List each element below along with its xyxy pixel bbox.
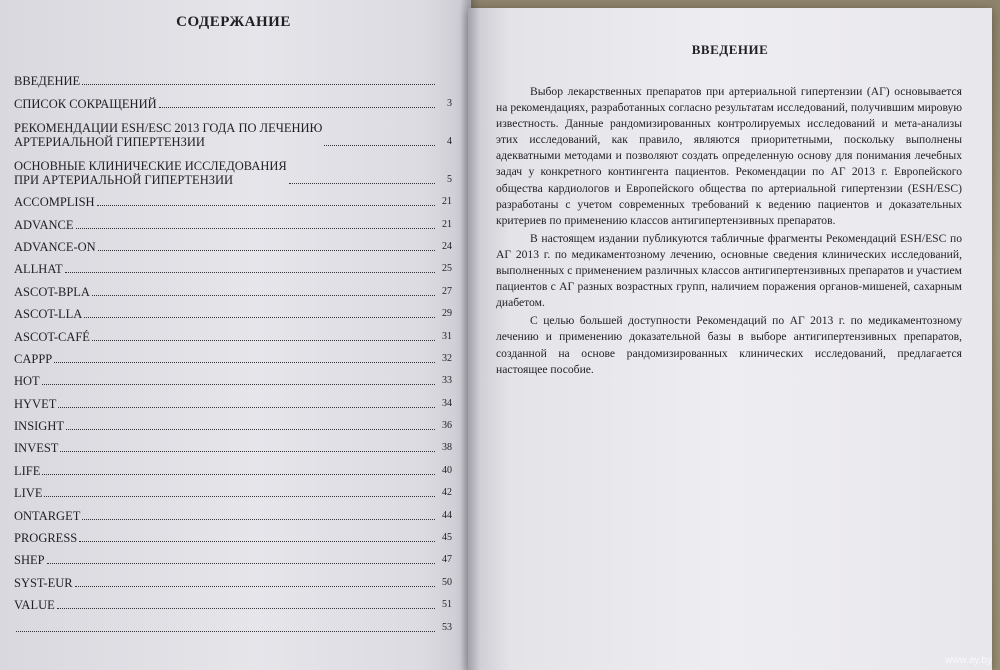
dot-leader — [82, 519, 435, 520]
dot-leader — [54, 362, 435, 363]
contents-entry-title: СПИСОК СОКРАЩЕНИЙ — [14, 96, 157, 111]
contents-entry-page: 27 — [442, 285, 452, 297]
contents-entry-page: 53 — [442, 621, 452, 633]
contents-entry — [14, 344, 452, 366]
contents-entry-title: ACCOMPLISH — [14, 195, 95, 210]
contents-entry — [14, 149, 452, 187]
contents-entry — [14, 567, 452, 589]
contents-entry — [14, 411, 452, 433]
contents-entry-title: ONTARGET — [14, 508, 81, 523]
dot-leader — [324, 145, 435, 146]
contents-entry-title: HOT — [14, 374, 40, 389]
contents-entry-page: 50 — [442, 576, 452, 588]
contents-entry-title: LIFE — [14, 463, 41, 478]
dot-leader — [60, 451, 435, 452]
contents-entry-title: ADVANCE-ON — [14, 239, 96, 254]
dot-leader — [159, 107, 435, 108]
contents-entry-page: 47 — [442, 554, 452, 566]
contents-entry-title: CAPPP — [14, 351, 53, 366]
contents-entry-title: ALLHAT — [14, 262, 63, 277]
contents-list — [14, 66, 452, 635]
introduction-page — [468, 8, 992, 670]
dot-leader — [98, 250, 435, 251]
introduction-paragraph-3: С целью большей доступности Рекомендаций по АГ 2013 г. по медикаментозному лечению и применению доказательной базы в выборе антигипертензивных препаратов, созданной на основе рандомизированных клинических исследований, предлагается настоящее пособие. — [496, 314, 962, 376]
contents-entry-page: 44 — [442, 509, 452, 521]
introduction-title: ВВЕДЕНИЕ — [691, 42, 769, 57]
contents-entry — [14, 299, 452, 321]
contents-entry-page: 40 — [442, 464, 452, 476]
contents-entry-page: 21 — [442, 218, 452, 230]
dot-leader — [47, 563, 435, 564]
contents-entry — [14, 111, 452, 149]
contents-entry-page: 25 — [442, 263, 452, 275]
contents-entry-page: 21 — [442, 196, 452, 208]
contents-entry — [14, 187, 452, 209]
contents-entry — [14, 545, 452, 567]
contents-entry-page: 24 — [442, 240, 452, 252]
contents-entry-title: HYVET — [14, 396, 57, 411]
dot-leader — [65, 272, 435, 273]
contents-entry-page: 45 — [442, 532, 452, 544]
contents-entry — [14, 88, 452, 110]
contents-page — [0, 0, 471, 670]
contents-entry-title: PROGRESS — [14, 531, 78, 546]
contents-entry-title: VALUE — [14, 598, 55, 613]
contents-entry — [14, 478, 452, 500]
contents-entry — [14, 523, 452, 545]
contents-entry-title: LIVE — [14, 486, 43, 501]
contents-entry-page: 4 — [447, 135, 452, 147]
contents-entry-title: SYST-EUR — [14, 575, 73, 590]
dot-leader — [66, 429, 435, 430]
dot-leader — [76, 228, 436, 229]
contents-entry-page: 29 — [442, 308, 452, 320]
contents-entry-title: ASCOT-LLA — [14, 307, 83, 322]
dot-leader — [289, 183, 435, 184]
watermark: www.ay.by — [944, 655, 992, 666]
dot-leader — [42, 384, 435, 385]
contents-entry-page: 31 — [442, 330, 452, 342]
contents-entry-title: SHEP — [14, 553, 45, 568]
contents-entry — [14, 232, 452, 254]
dot-leader — [58, 407, 435, 408]
contents-entry — [14, 209, 452, 231]
contents-entry — [14, 66, 452, 88]
contents-entry-page: 38 — [442, 442, 452, 454]
contents-entry-page: 34 — [442, 397, 452, 409]
contents-entry-title: ASCOT-CAFÉ — [14, 329, 90, 344]
contents-entry — [14, 455, 452, 477]
contents-entry — [14, 433, 452, 455]
dot-leader — [97, 205, 435, 206]
dot-leader — [44, 496, 435, 497]
contents-title: СОДЕРЖАНИЕ — [176, 14, 291, 30]
contents-entry-page: 33 — [442, 375, 452, 387]
contents-entry-title: РЕКОМЕНДАЦИИ ESH/ESC 2013 ГОДА ПО ЛЕЧЕНИЮ АРТЕРИАЛЬНОЙ ГИПЕРТЕНЗИИ — [14, 120, 323, 149]
contents-entry-page: 32 — [442, 352, 452, 364]
contents-entry-title: ADVANCE — [14, 217, 74, 232]
dot-leader — [79, 541, 435, 542]
introduction-body — [496, 84, 962, 380]
contents-entry-title: ОСНОВНЫЕ КЛИНИЧЕСКИЕ ИССЛЕДОВАНИЯ ПРИ АРТЕРИАЛЬНОЙ ГИПЕРТЕНЗИИ — [14, 158, 287, 187]
dot-leader — [57, 608, 435, 609]
dot-leader — [82, 84, 435, 85]
contents-entry-page: 51 — [442, 599, 452, 611]
contents-entry — [14, 612, 452, 634]
contents-entry-page: 3 — [447, 97, 452, 109]
contents-entry — [14, 321, 452, 343]
contents-entry — [14, 276, 452, 298]
contents-entry — [14, 254, 452, 276]
book-gutter — [460, 0, 480, 670]
contents-entry-page: 5 — [447, 173, 452, 185]
contents-entry — [14, 500, 452, 522]
dot-leader — [75, 586, 435, 587]
introduction-paragraph-1: Выбор лекарственных препаратов при артериальной гипертензии (АГ) основывается на рекомендациях, разработанных согласно результатам исследований, получившим мировую известность. Данные рандомизированных контролируемых исследований и мета-анализы этих исследований, как правило, являются приоритетными, поскольку выполнены адекватными методами и позволяют создать определенную основу для понимания лечебных задач у конкретного контингента пациентов. Рекомендации по АГ 2013 г. Европейского общества кардиологов и Европейского общества по артериальной гипертензии (ESH/ESC) разработаны с учетом современных требований к ведению пациентов и доказательных критериев по применению классов антигипертензивных препаратов. — [496, 85, 962, 227]
dot-leader — [92, 295, 435, 296]
dot-leader — [16, 631, 435, 632]
contents-entry — [14, 590, 452, 612]
contents-entry — [14, 366, 452, 388]
contents-entry-page: 36 — [442, 420, 452, 432]
dot-leader — [92, 340, 435, 341]
contents-entry-title: ASCOT-BPLA — [14, 284, 90, 299]
dot-leader — [84, 317, 435, 318]
contents-entry-title: INVEST — [14, 441, 59, 456]
dot-leader — [42, 474, 435, 475]
contents-entry-title: ВВЕДЕНИЕ — [14, 74, 81, 89]
introduction-paragraph-2: В настоящем издании публикуются табличные фрагменты Рекомендаций ESH/ESC по АГ 2013 г. по медикаментозному лечению, основные сведения клинических исследований, выполненных с применением различных классов антигипертензивных препаратов и участием пациентов с АГ разных возрастных групп, наличием поражения органов-мишеней, сахарным диабетом. — [496, 231, 962, 310]
contents-entry-title: INSIGHT — [14, 419, 64, 434]
contents-entry-page: 42 — [442, 487, 452, 499]
contents-entry — [14, 388, 452, 410]
